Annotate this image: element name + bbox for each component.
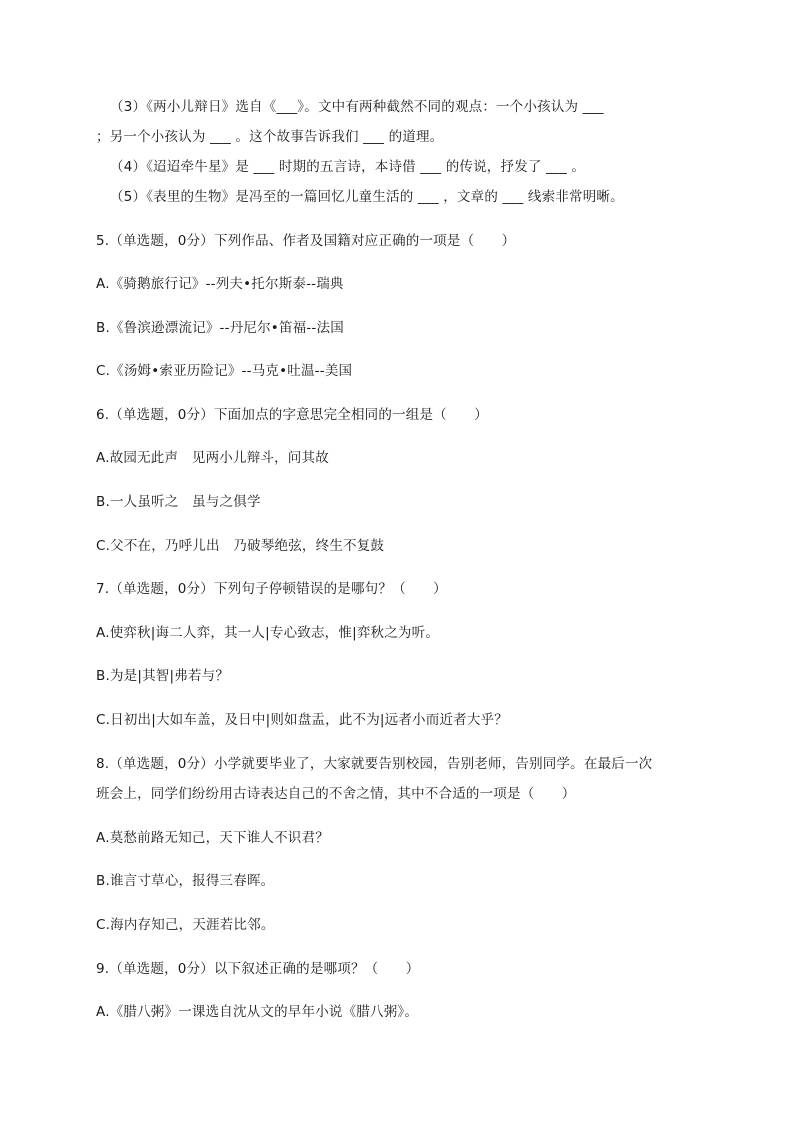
subitem-4: （4）《迢迢牵牛星》是 ___ 时期的五言诗，本诗借 ___ 的传说，抒发了 ___ 。 [110,159,586,175]
question-7-option-a[interactable]: A.使弈秋|诲二人弈，其一人|专心致志，惟|弈秋之为听。 [96,625,440,641]
question-7-stem: 7.（单选题，0分）下列句子停顿错误的是哪句？（ ） [96,581,447,597]
question-6-stem: 6.（单选题，0分）下面加点的字意思完全相同的一组是（ ） [96,407,488,423]
question-6-option-a[interactable]: A.故园无此声 见两小儿辩斗，问其故 [96,450,329,466]
question-6-option-b[interactable]: B.一人虽听之 虽与之俱学 [96,494,261,510]
question-5-option-b[interactable]: B.《鲁滨逊漂流记》--丹尼尔•笛福--法国 [96,320,344,336]
subitem-5: （5）《表里的生物》是冯至的一篇回忆儿童生活的 ___ ，文章的 ___ 线索非常明晰。 [110,189,624,205]
question-7-option-b[interactable]: B.为是|其智|弗若与？ [96,668,230,684]
question-5-stem: 5.（单选题，0分）下列作品、作者及国籍对应正确的一项是（ ） [96,233,516,249]
question-9-stem: 9.（单选题，0分）以下叙述正确的是哪项？（ ） [96,961,420,977]
question-7-option-c[interactable]: C.日初出|大如车盖，及日中|则如盘盂，此不为|远者小而近者大乎？ [96,712,508,728]
question-8-option-b[interactable]: B.谁言寸草心，报得三春晖。 [96,873,275,889]
question-9-option-a[interactable]: A.《腊八粥》一课选自沈从文的早年小说《腊八粥》。 [96,1004,419,1020]
question-8-stem-line-2: 班会上，同学们纷纷用古诗表达自己的不舍之情，其中不合适的一项是（ ） [96,786,576,802]
question-6-option-c[interactable]: C.父不在，乃呼儿出 乃破琴绝弦，终生不复鼓 [96,538,385,554]
question-5-option-c[interactable]: C.《汤姆•索亚历险记》--马克•吐温--美国 [96,363,353,379]
question-8-option-a[interactable]: A.莫愁前路无知己，天下谁人不识君？ [96,830,329,846]
question-5-option-a[interactable]: A.《骑鹅旅行记》--列夫•托尔斯泰--瑞典 [96,276,344,292]
question-8-option-c[interactable]: C.海内存知己，天涯若比邻。 [96,917,275,933]
subitem-3-line-1: （3）《两小儿辩日》选自《___》。文中有两种截然不同的观点：一个小孩认为 ___ [110,99,604,115]
question-8-stem-line-1: 8.（单选题，0分）小学就要毕业了，大家就要告别校园，告别老师，告别同学。在最后一次 [96,756,653,772]
subitem-3-line-2: ；另一个小孩认为 ___ 。这个故事告诉我们 ___ 的道理。 [96,129,444,145]
